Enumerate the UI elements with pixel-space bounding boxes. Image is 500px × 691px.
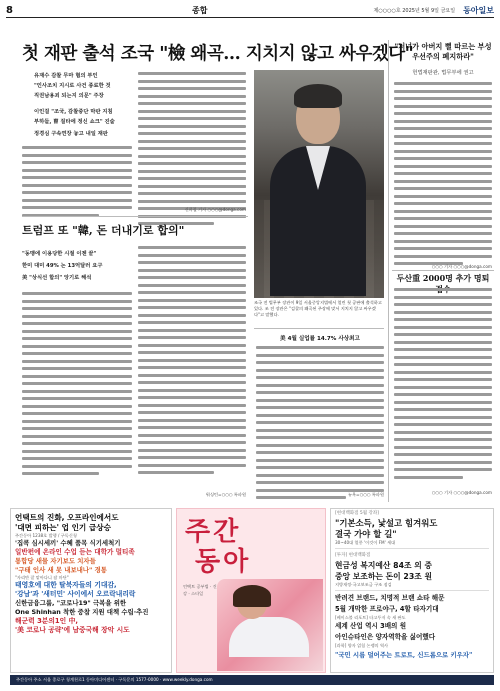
ad-left-row-5: 통합당 새물 자기보도 치자들 (15, 557, 96, 565)
page-number: 8 (6, 5, 13, 16)
ad-mid-tagline: 언택트 공부법 · 건강 · 스타일 (183, 584, 217, 596)
right-rule (392, 270, 494, 271)
ad-left-small: 주간동아 1238호 발행 / 구독신청 (15, 533, 77, 538)
trump-body-2 (138, 246, 246, 479)
lead-body-col-1 (22, 146, 132, 221)
page-header (6, 4, 494, 18)
trump-sub-3: 美 "상식선 합의" 앙기로 해석 (22, 275, 92, 281)
ad-right-small-3: [베이스볼 리포트] 타고투저 속 새 판도 (335, 614, 406, 620)
right-byline-2: ○○○ 기자 ○○○@donga.com (431, 490, 492, 495)
trump-headline: 트럼프 또 "韓, 돈 더내기로 합의" (22, 224, 185, 237)
newspaper-logo: 동아일보 (463, 5, 494, 15)
section-rule (22, 216, 248, 217)
ad-right-small-2: 지방재정·국고보조금 구조 점검 (335, 581, 392, 587)
cover-model-body (229, 617, 309, 657)
lead-sub-3: 직권남용죄 되는지 의문" 주장 (34, 93, 104, 99)
ad-left-row-8: 태영호에 대한 탈북자들의 기대감, (15, 581, 117, 589)
ad-right-tag-1: [현대백화점 5월 강좌] (335, 511, 380, 516)
ad-footer: 주간동아 주소 서울 종로구 청계천로1 동아미디어센터 · 구독문의 1577-0000 · www.weekly.donga.com (10, 675, 494, 685)
ad-right-small-1: 30~40대 열풍 '이것이 FM' 세대 (335, 540, 396, 545)
ad-right-sep-1 (335, 548, 489, 549)
ad-left-row-10: 신한금융그룹, "코로나19" 극복을 위한 (15, 599, 127, 607)
ad-right-tag-2: [투자] 현대백화점 (335, 552, 371, 558)
lead-sub-2: "인사조치 지시로 사건 종료한 것 (34, 83, 111, 89)
ad-weekly-donga[interactable] (176, 508, 326, 673)
trump-sub-2: 한미 대미 49% 논 13억달러 요구 (22, 263, 103, 269)
ad-left-row-3: '집콕 심시세끼' 수혜 품목 식기세척기 (15, 539, 121, 547)
middle-headline: 美 4월 실업률 14.7% 사상최고 (280, 336, 360, 342)
right-byline-1: ○○○ 기자 ○○○@donga.com (431, 264, 492, 269)
ad-left-row-13: '美 코로나 공략'에 남중국해 장악 시도 (15, 626, 130, 634)
news-photo (254, 70, 384, 298)
middle-rule (254, 328, 384, 329)
lead-sub-5: 부하들, 曺 질타에 정신 쇼크" 진술 (34, 119, 115, 125)
ad-right-line-1: "기본소득, 낯설고 힘겨워도 (335, 518, 438, 528)
ad-right-line-6: 5월 개막한 프로야구, 4할 타자기대 (335, 604, 439, 613)
middle-byline: 뉴욕=○○○ 특파원 (347, 492, 384, 497)
ad-mid-title-1: 주간 (185, 517, 242, 547)
ad-left-row-6: "구태 인사 새 못 내보내나" 경통 (15, 566, 107, 574)
ad-mid-title-2: 동아 (195, 547, 252, 577)
trump-byline: 워싱턴=○○○ 특파원 (205, 492, 246, 497)
ad-right-sep-2 (335, 590, 489, 591)
right-body-2 (394, 288, 492, 483)
ad-left-row-11: One Shinhan 착한 중참 지원 대책 수립·추진 (15, 608, 149, 616)
column-divider (388, 40, 389, 502)
ad-left-row-4: 일반펀에 온라인 수업 듣는 대학가 멀티족 (15, 548, 135, 556)
trump-body-1 (22, 292, 132, 480)
lead-body-col-2b (138, 162, 246, 230)
ad-left-row-12: 해군력 3분의1인 中, (15, 617, 78, 625)
right-headline: "저녀가 아버지 뻘 따르는 부성우선주의 폐지하라" (394, 42, 492, 61)
right-headline-2: 두산重 2000명 추가 명퇴 (396, 273, 490, 283)
right-body-1 (394, 82, 492, 270)
issue-info: 제○○○○호 2025년 5월 9일 금요일 (373, 8, 456, 14)
lead-sub-6: 정경심 구속연장 놓고 내일 재판 (34, 131, 108, 137)
ad-left-row-1: 언택트의 진화, 오프라인에서도 (15, 513, 119, 522)
trump-sub-1: "동맹에 이용당한 시절 이젠 끝" (22, 251, 97, 257)
cover-model-hair (233, 585, 271, 607)
ad-right-panel[interactable] (330, 508, 494, 673)
ad-right-line-3: 현금성 복지예산 84조 의 중 (335, 560, 433, 570)
ad-right-small-4: [과학] 양자 얽힘 논쟁의 역사 (335, 642, 389, 648)
ad-right-line-2: 결국 가야 할 길" (335, 529, 397, 539)
ad-left-row-7: "자리만 잘 맡아다니 잠 마단" (15, 575, 69, 580)
lead-byline: 신희철 기자 ○○○@donga.com (184, 207, 246, 212)
ad-left-row-2: '대면 피하는' 업 인기 급상승 (15, 523, 111, 532)
ad-right-line-4: 중앙 보조하는 돈이 23조 원 (335, 571, 433, 581)
ad-right-slogan: "국민 시름 덜어주는 트로트, 신드롬으로 키우자" (335, 650, 473, 659)
ad-right-line-8: 아인슈타인은 양자역학을 싫어했다 (335, 632, 436, 641)
ad-left-row-9: '강남'과 '새터민' 사이에서 오르락내리락 (15, 590, 136, 598)
lead-sub-4: 이인걸 "조국, 감찰중단 막판 지침 (34, 109, 113, 115)
lead-sub-1: 유재수 감찰 무마 혐의 부인 (34, 73, 98, 79)
section-name: 종합 (192, 6, 208, 15)
photo-caption: 조국 전 법무부 장관이 9일 서울중앙지법에서 열린 첫 공판에 출석하고 있다. 조 전 장관은 "검찰의 왜곡된 주장에 맞서 지치지 않고 싸우겠다"고 말했다. (254, 300, 382, 317)
ad-left-panel[interactable] (10, 508, 172, 673)
right-subhead: 헌법재판관, 법무부에 권고 (412, 70, 474, 76)
ad-right-line-5: 반려견 브랜드, 치명적 브랜 쇼타 해문 (335, 593, 445, 602)
middle-body (256, 346, 384, 504)
ad-right-line-7: 세계 산업 역시 3배의 원 (335, 621, 407, 630)
lead-headline: 첫 재판 출석 조국 "檢 왜곡… 지치지 않고 싸우겠다" (22, 44, 414, 64)
